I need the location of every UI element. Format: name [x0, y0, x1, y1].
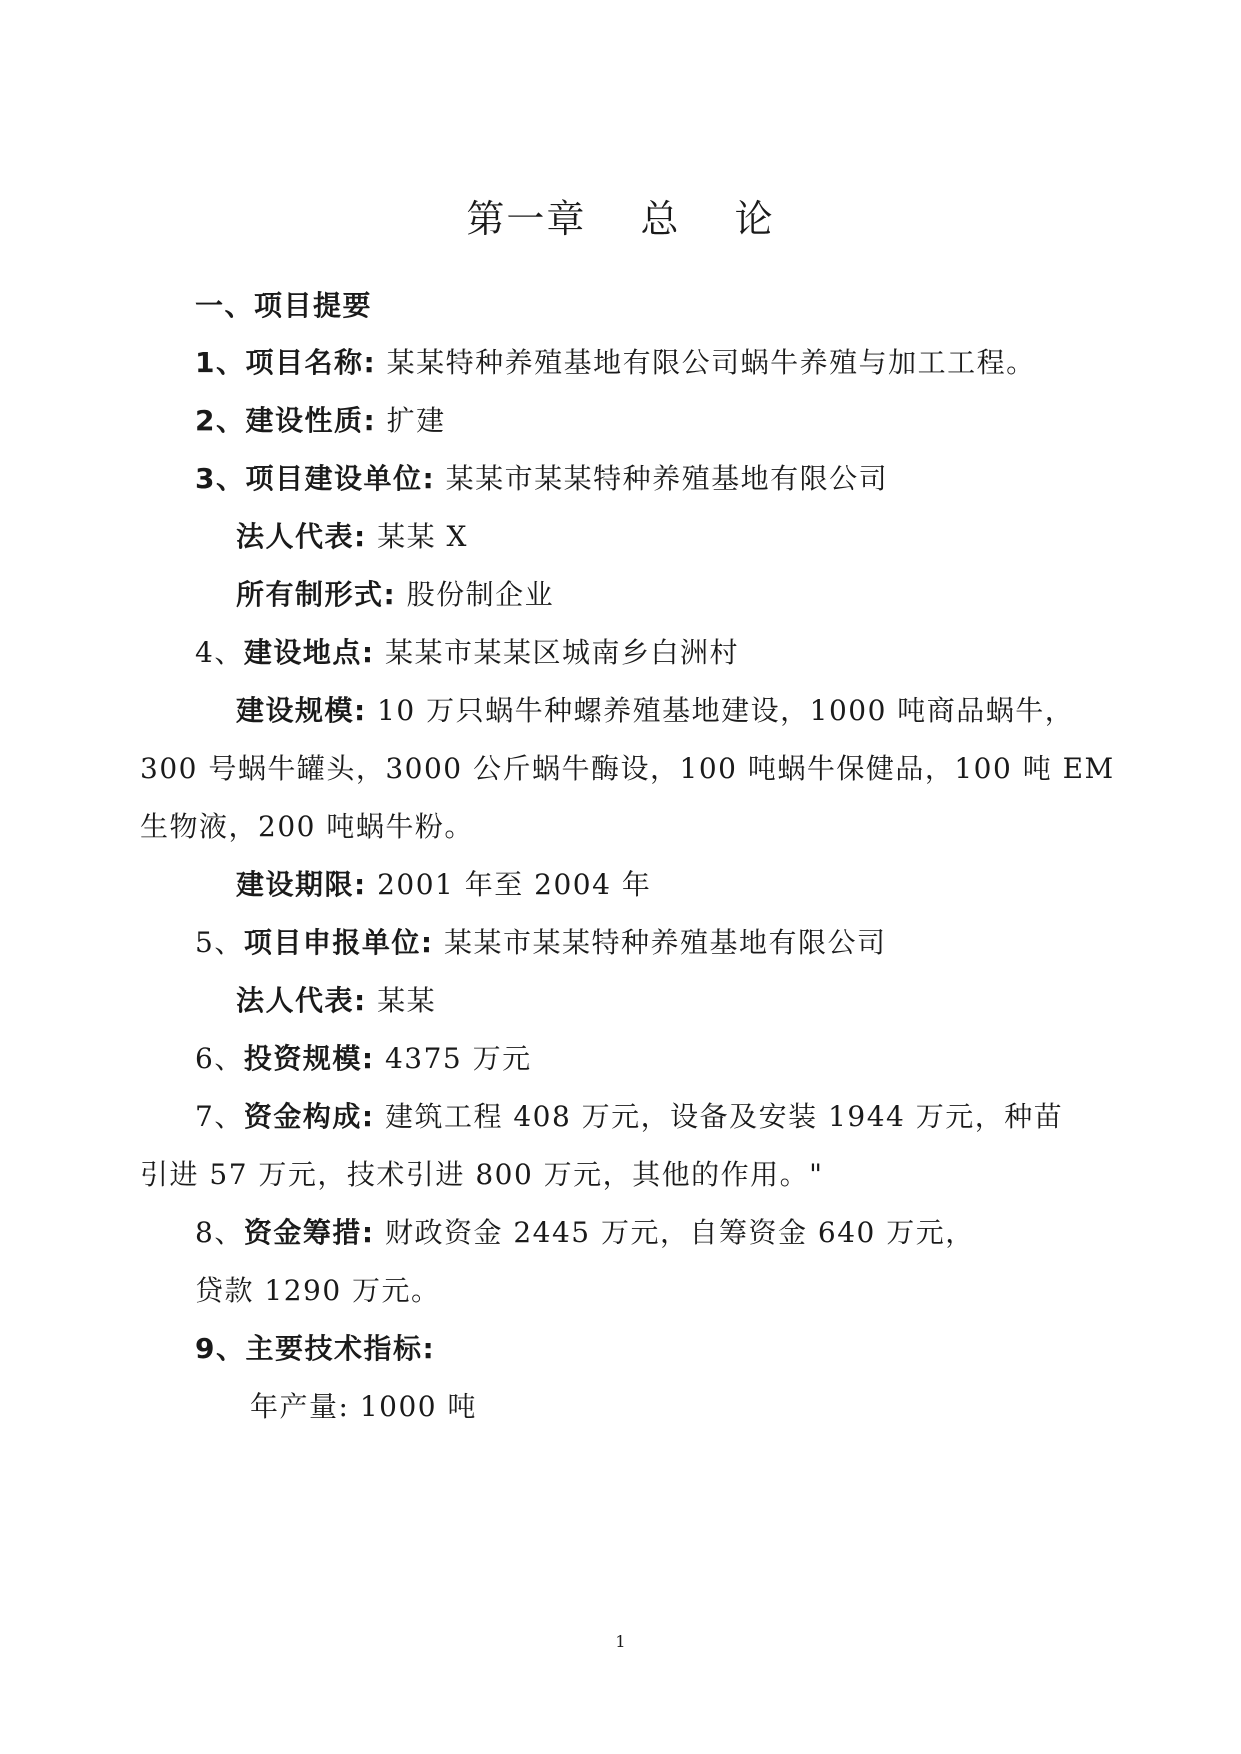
item-legal-rep-2 [236, 981, 436, 1021]
item-fund-raising [195, 1213, 975, 1253]
item-label: 建设规模: [236, 694, 367, 727]
item-number: 5、 [195, 926, 244, 959]
item-ownership [236, 575, 554, 615]
item-value: 某某 X [377, 520, 468, 553]
item-fund-structure [195, 1097, 1063, 1137]
item-legal-rep [236, 517, 468, 557]
item-value: 某某市某某区城南乡白洲村 [384, 636, 739, 669]
item-scale-cont: 300 号蜗牛罐头，3000 公斤蜗牛酶设，100 吨蜗牛保健品，100 吨 EM [140, 752, 1115, 785]
item-label: 项目申报单位: [243, 926, 434, 959]
item-value: 4375 万元 [384, 1042, 532, 1075]
item-value: 扩建 [386, 404, 446, 437]
item-scale [236, 691, 1074, 731]
item-scale-cont: 生物液，200 吨蜗牛粉。 [140, 810, 474, 843]
item-value: 股份制企业 [406, 578, 555, 611]
item-value: 某某 [377, 984, 437, 1017]
item-tech-indicators: 9、主要技术指标: [195, 1332, 436, 1365]
item-construction-unit [195, 459, 888, 499]
item-label: 投资规模: [243, 1042, 375, 1075]
chapter-title: 第一章 总 论 [466, 197, 775, 241]
item-value: 2001 年至 2004 年 [377, 868, 652, 901]
item-annual-output: 年产量: 1000 吨 [250, 1390, 477, 1423]
section-heading: 一、项目提要 [195, 289, 373, 322]
item-location [195, 633, 739, 673]
item-number: 4、 [195, 636, 244, 669]
item-label: 所有制形式: [236, 578, 397, 611]
item-applicant [195, 923, 886, 963]
page-number: 1 [615, 1632, 626, 1651]
item-construction-nature [195, 401, 446, 441]
item-label: 资金筹措: [243, 1216, 375, 1249]
item-fund-raising-cont: 贷款 1290 万元。 [195, 1274, 441, 1307]
item-label: 资金构成: [243, 1100, 375, 1133]
item-label: 建设期限: [236, 868, 367, 901]
item-label: 建设地点: [243, 636, 375, 669]
item-number: 6、 [195, 1042, 244, 1075]
item-label: 法人代表: [236, 984, 367, 1017]
item-label: 法人代表: [236, 520, 367, 553]
item-value: 某某特种养殖基地有限公司蜗牛养殖与加工工程。 [386, 346, 1036, 379]
item-value: 财政资金 2445 万元，自筹资金 640 万元， [384, 1216, 975, 1249]
item-fund-structure-cont: 引进 57 万元，技术引进 800 万元，其他的作用。" [140, 1158, 824, 1191]
item-label: 2、建设性质: [195, 404, 377, 437]
item-investment [195, 1039, 532, 1079]
item-value: 某某市某某特种养殖基地有限公司 [443, 926, 887, 959]
item-label: 1、项目名称: [195, 346, 377, 379]
item-project-name [195, 343, 1036, 383]
item-value: 建筑工程 408 万元，设备及安装 1944 万元，种苗 [384, 1100, 1064, 1133]
item-period [236, 865, 651, 905]
item-number: 7、 [195, 1100, 244, 1133]
item-value: 10 万只蜗牛种螺养殖基地建设，1000 吨商品蜗牛， [377, 694, 1075, 727]
item-value: 某某市某某特种养殖基地有限公司 [445, 462, 889, 495]
item-number: 8、 [195, 1216, 244, 1249]
item-label: 3、项目建设单位: [195, 462, 436, 495]
